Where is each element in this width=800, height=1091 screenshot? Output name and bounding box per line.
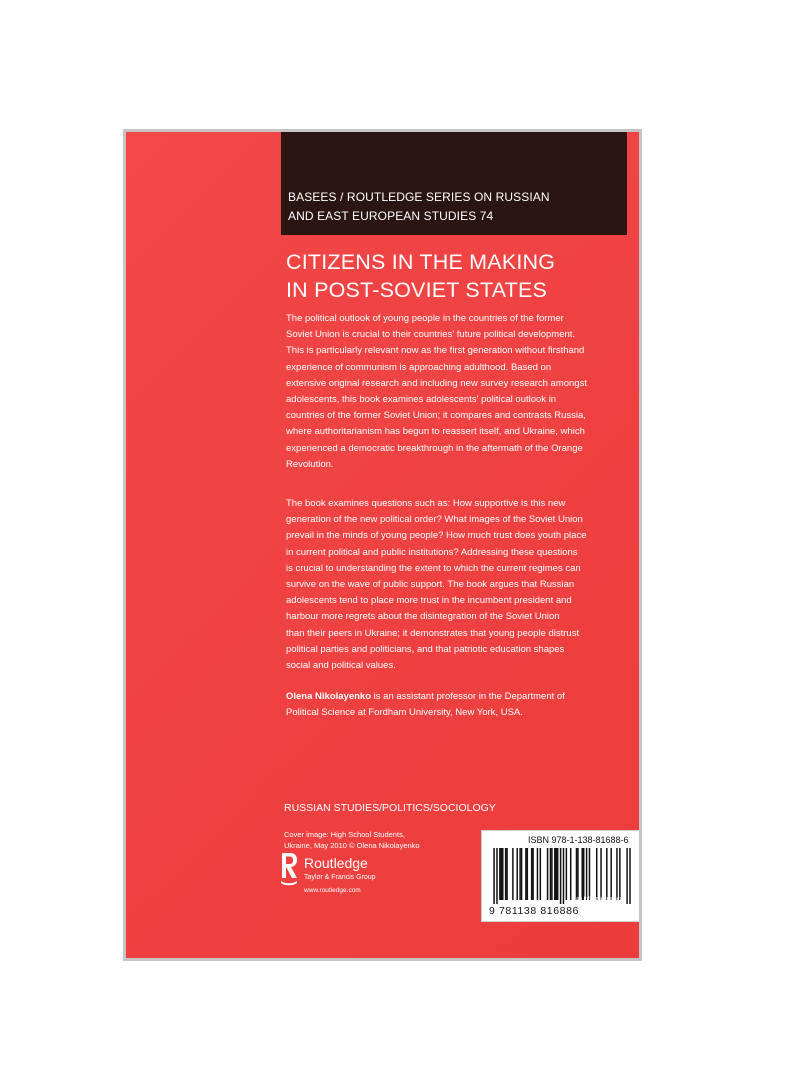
- author-bio: [286, 689, 626, 721]
- barcode-bar: [525, 848, 526, 900]
- barcode-bar: [555, 848, 556, 900]
- book-title-line-2: IN POST-SOVIET STATES: [286, 278, 548, 302]
- blurb-line: adolescents tend to place more trust in the incumbent president and: [286, 595, 572, 607]
- barcode-bar: [583, 848, 584, 900]
- blurb-line: extensive original research and including new survey research amongst: [286, 377, 587, 389]
- subject-category: RUSSIAN STUDIES/POLITICS/SOCIOLOGY: [284, 802, 496, 814]
- barcode-bar: [589, 848, 590, 900]
- informa-tagline: an informa business: [576, 896, 626, 902]
- blurb-line: countries of the former Soviet Union; it compares and contrasts Russia,: [286, 410, 586, 422]
- barcode-bar: [610, 848, 611, 900]
- blurb-paragraph-1: [286, 311, 626, 473]
- barcode-bar: [512, 848, 513, 900]
- blurb-line: than their peers in Ukraine; it demonstrates that young people distrust: [286, 627, 580, 639]
- barcode-panel: [481, 830, 641, 922]
- barcode-bar: [554, 848, 555, 900]
- blurb-line: social and political values.: [286, 660, 396, 672]
- barcode-bar: [521, 848, 522, 900]
- barcode-bar: [550, 848, 551, 900]
- barcode-bar: [560, 848, 561, 904]
- barcode-bar: [506, 848, 507, 900]
- blurb-line: prevail in the minds of young people? How much trust does youth place: [286, 530, 587, 542]
- barcode-bar: [600, 848, 601, 900]
- blurb-line: where authoritarianism has begun to reassert itself, and Ukraine, which: [286, 426, 585, 438]
- barcode-bar: [616, 848, 617, 900]
- barcode-bar: [606, 848, 607, 900]
- blurb-line: experienced a democratic breakthrough in the aftermath of the Orange: [286, 442, 583, 454]
- barcode-bar: [547, 848, 548, 900]
- blurb-line: The book examines questions such as: How supportive is this new: [286, 498, 566, 509]
- cover-image-credit: [284, 829, 420, 851]
- series-title-line-1: BASEES / ROUTLEDGE SERIES ON RUSSIAN: [288, 190, 550, 204]
- barcode-bar: [596, 848, 597, 900]
- barcode-bar: [570, 848, 571, 900]
- author-bio-line-2: Political Science at Fordham University, New York, USA.: [286, 707, 523, 719]
- barcode-bar: [551, 848, 552, 900]
- series-title-line-2: AND EAST EUROPEAN STUDIES 74: [288, 209, 494, 223]
- blurb-line: harbour more regrets about the disintegration of the Soviet Union: [286, 611, 560, 623]
- barcode-bar: [582, 848, 583, 900]
- author-bio-text: is an assistant professor in the Department of: [371, 691, 565, 702]
- barcode-bar: [516, 848, 517, 900]
- barcode-bar: [537, 848, 538, 900]
- barcode-bar: [586, 848, 587, 900]
- blurb-line: in current political and public institutions? Addressing these questions: [286, 546, 578, 558]
- barcode-bar: [619, 848, 620, 900]
- blurb-line: This is particularly relevant now as the first generation without firsthand: [286, 345, 585, 357]
- blurb-line: Soviet Union is crucial to their countries' future political development.: [286, 329, 576, 341]
- blurb-line: The political outlook of young people in the countries of the former: [286, 313, 564, 324]
- book-back-cover: [123, 129, 642, 961]
- barcode-bar: [519, 848, 520, 900]
- barcode-bar: [626, 848, 627, 904]
- routledge-r-logo-icon: [279, 851, 299, 887]
- isbn-label: ISBN 978-1-138-81688-6: [528, 835, 629, 845]
- barcode-bar: [502, 848, 503, 900]
- barcode-bar: [499, 848, 500, 900]
- credit-line-2: Ukraine, May 2010 © Olena Nikolayenko: [284, 841, 420, 850]
- barcode-bar: [577, 848, 578, 900]
- publisher-website: www.routledge.com: [304, 887, 361, 894]
- barcode-bar: [566, 848, 567, 900]
- publisher-name: Routledge: [304, 855, 368, 871]
- blurb-line: experience of communism is approaching adulthood. Based on: [286, 361, 552, 373]
- barcode-bar: [563, 848, 564, 904]
- barcode-bar: [527, 848, 528, 900]
- publisher-group: Taylor & Francis Group: [304, 874, 376, 881]
- barcode-bar: [629, 848, 630, 904]
- blurb-paragraph-2: [286, 496, 626, 674]
- barcode-bar: [505, 848, 506, 900]
- barcode-bar: [496, 848, 497, 904]
- blurb-line: Revolution.: [286, 458, 334, 470]
- blurb-line: adolescents, this book examines adolescents' political outlook in: [286, 394, 557, 406]
- barcode-bar: [576, 848, 577, 900]
- blurb-line: survive on the wave of public support. The book argues that Russian: [286, 579, 575, 591]
- barcode-bar: [501, 848, 502, 900]
- series-band: [281, 132, 627, 235]
- blurb-line: generation of the new political order? What images of the Soviet Union: [286, 514, 583, 526]
- author-bio-line-1: [286, 689, 626, 705]
- barcode-digits: 9 781138 816886: [489, 905, 579, 917]
- barcode-bar: [540, 848, 541, 900]
- barcode-bar: [531, 848, 532, 900]
- book-title-line-1: CITIZENS IN THE MAKING: [286, 250, 556, 274]
- credit-line-1: Cover image: High School Students,: [284, 830, 405, 839]
- barcode-bar: [493, 848, 494, 904]
- blurb-line: is crucial to understanding the extent to which the current regimes can: [286, 562, 581, 574]
- blurb-line: political parties and politicians, and that patriotic education shapes: [286, 643, 565, 655]
- author-name: Olena Nikolayenko: [286, 691, 372, 702]
- barcode-bar: [557, 848, 558, 900]
- barcode-bar: [532, 848, 533, 900]
